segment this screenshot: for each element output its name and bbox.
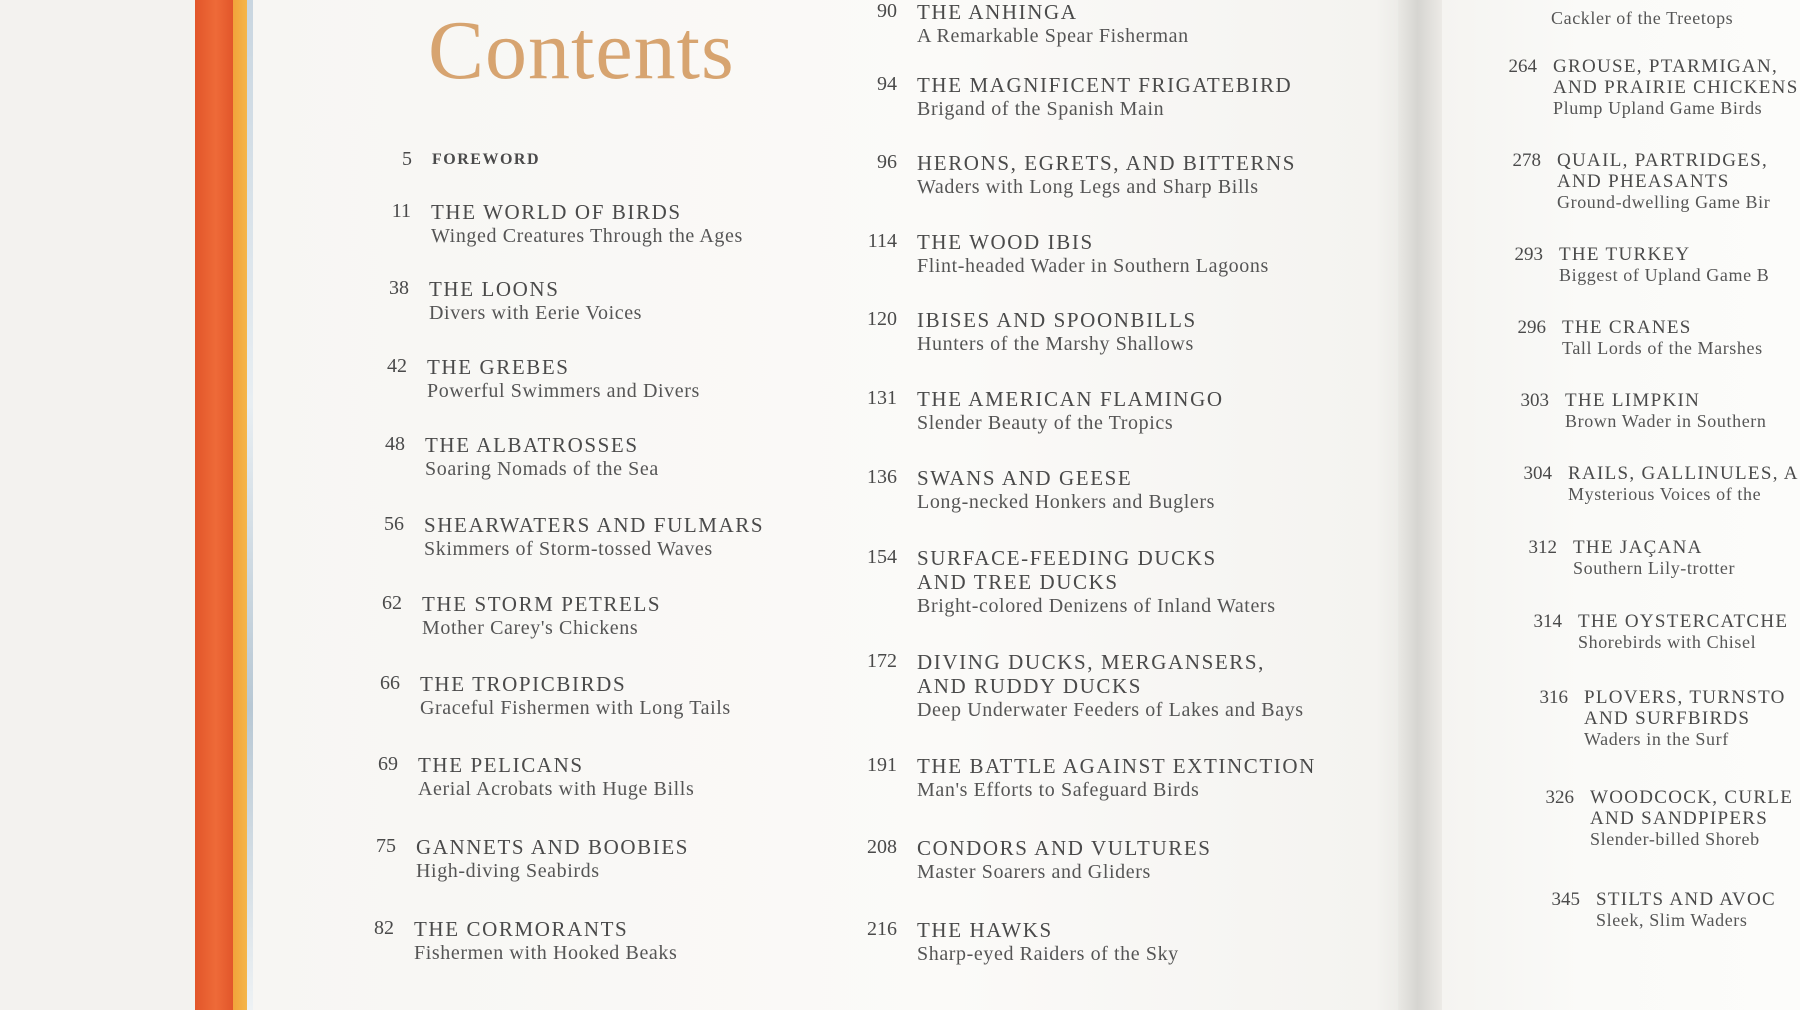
toc-entry-subtitle: Sleek, Slim Waders bbox=[1596, 910, 1748, 930]
toc-page-number: 293 bbox=[1514, 244, 1543, 265]
toc-page-number: 94 bbox=[877, 73, 897, 95]
toc-entry-subtitle: Graceful Fishermen with Long Tails bbox=[420, 697, 731, 719]
toc-page-number: 131 bbox=[867, 387, 897, 409]
toc-page-number: 5 bbox=[402, 148, 412, 170]
toc-entry bbox=[376, 835, 690, 883]
toc-entry-subtitle: Flint-headed Wader in Southern Lagoons bbox=[917, 255, 1269, 277]
toc-entry bbox=[1539, 687, 1786, 750]
toc-entry bbox=[867, 308, 1197, 356]
toc-entry bbox=[402, 148, 540, 172]
toc-entry bbox=[1551, 889, 1776, 931]
toc-entry-subtitle: Slender-billed Shoreb bbox=[1590, 829, 1760, 849]
toc-entry bbox=[378, 753, 695, 801]
toc-page-number: 120 bbox=[867, 308, 897, 330]
toc-entry-subtitle: Sharp-eyed Raiders of the Sky bbox=[917, 943, 1179, 965]
toc-entry-subtitle: Master Soarers and Gliders bbox=[917, 861, 1151, 883]
toc-entry-subtitle: Slender Beauty of the Tropics bbox=[917, 412, 1174, 434]
toc-page-number: 114 bbox=[867, 230, 897, 252]
toc-entry-title: SWANS AND GEESE bbox=[917, 466, 1133, 490]
toc-entry-subtitle: Hunters of the Marshy Shallows bbox=[917, 333, 1194, 355]
toc-page-number: 314 bbox=[1533, 611, 1562, 632]
toc-entry-title-continued: AND PRAIRIE CHICKENS bbox=[1553, 77, 1799, 98]
toc-entry-subtitle: Waders with Long Legs and Sharp Bills bbox=[917, 176, 1259, 198]
toc-entry-title: THE WOOD IBIS bbox=[917, 230, 1094, 254]
toc-entry bbox=[1517, 317, 1763, 359]
toc-entry-subtitle: Man's Efforts to Safeguard Birds bbox=[917, 779, 1200, 801]
toc-page-number: 172 bbox=[867, 650, 897, 672]
toc-entry bbox=[867, 466, 1215, 514]
toc-entry-subtitle: Aerial Acrobats with Huge Bills bbox=[418, 778, 695, 800]
toc-entry-title: GANNETS AND BOOBIES bbox=[416, 835, 690, 859]
toc-entry-title: THE ALBATROSSES bbox=[425, 433, 639, 457]
toc-entry-title-continued: AND RUDDY DUCKS bbox=[917, 674, 1143, 698]
toc-entry-title: THE CRANES bbox=[1562, 317, 1692, 338]
toc-page-number: 69 bbox=[378, 753, 398, 775]
toc-page-number: 216 bbox=[867, 918, 897, 940]
toc-entry-title-continued: AND SANDPIPERS bbox=[1590, 808, 1769, 829]
toc-entry-title: THE STORM PETRELS bbox=[422, 592, 662, 616]
toc-entry bbox=[1512, 150, 1771, 213]
book-cover-inner-edge bbox=[233, 0, 247, 1010]
toc-entry bbox=[384, 513, 765, 561]
toc-page-number: 136 bbox=[867, 466, 897, 488]
toc-page-number: 303 bbox=[1520, 390, 1549, 411]
toc-entry-title: HERONS, EGRETS, AND BITTERNS bbox=[917, 151, 1297, 175]
toc-entry bbox=[389, 277, 643, 325]
toc-entry-title: THE GREBES bbox=[427, 355, 570, 379]
toc-entry bbox=[1514, 244, 1770, 286]
toc-entry-title: THE LIMPKIN bbox=[1565, 390, 1701, 411]
toc-entry bbox=[382, 592, 662, 640]
toc-entry-title: IBISES AND SPOONBILLS bbox=[917, 308, 1197, 332]
toc-entry-subtitle: A Remarkable Spear Fisherman bbox=[917, 25, 1189, 47]
toc-entry bbox=[385, 433, 659, 481]
toc-entry-title: DIVING DUCKS, MERGANSERS, bbox=[917, 650, 1266, 674]
toc-entry bbox=[1528, 537, 1736, 579]
toc-page-number: 326 bbox=[1545, 787, 1574, 808]
toc-entry-title: PLOVERS, TURNSTO bbox=[1584, 687, 1786, 708]
toc-entry-subtitle: Brigand of the Spanish Main bbox=[917, 98, 1165, 120]
toc-entry bbox=[867, 836, 1212, 884]
toc-entry-subtitle: Cackler of the Treetops bbox=[1551, 8, 1734, 28]
toc-page-number: 154 bbox=[867, 546, 897, 568]
toc-entry-subtitle: Ground-dwelling Game Bir bbox=[1557, 192, 1771, 212]
toc-entry-subtitle: Mysterious Voices of the bbox=[1568, 484, 1762, 504]
page-gutter bbox=[1398, 0, 1442, 1010]
toc-entry-title: STILTS AND AVOC bbox=[1596, 889, 1776, 910]
toc-entry-title: THE HAWKS bbox=[917, 918, 1053, 942]
toc-entry bbox=[1533, 611, 1789, 653]
toc-entry-subtitle: Plump Upland Game Birds bbox=[1553, 98, 1763, 118]
toc-entry-title: THE PELICANS bbox=[418, 753, 584, 777]
toc-entry-title: QUAIL, PARTRIDGES, bbox=[1557, 150, 1769, 171]
toc-entry-title: CONDORS AND VULTURES bbox=[917, 836, 1212, 860]
toc-entry bbox=[1520, 390, 1767, 432]
toc-entry bbox=[867, 546, 1276, 618]
toc-entry-title: SHEARWATERS AND FULMARS bbox=[424, 513, 765, 537]
toc-entry bbox=[374, 917, 678, 965]
toc-entry-subtitle: Brown Wader in Southern bbox=[1565, 411, 1767, 431]
toc-entry-subtitle: Long-necked Honkers and Buglers bbox=[917, 491, 1215, 513]
toc-entry-title: THE TROPICBIRDS bbox=[420, 672, 627, 696]
toc-page-number: 96 bbox=[877, 151, 897, 173]
toc-entry-subtitle: Winged Creatures Through the Ages bbox=[431, 225, 743, 247]
toc-entry bbox=[867, 387, 1224, 435]
toc-entry-subtitle: High-diving Seabirds bbox=[416, 860, 600, 882]
toc-entry-title: THE OYSTERCATCHE bbox=[1578, 611, 1789, 632]
toc-entry-title: THE LOONS bbox=[429, 277, 560, 301]
toc-entry-subtitle: Divers with Eerie Voices bbox=[429, 302, 643, 324]
toc-page-number: 75 bbox=[376, 835, 396, 857]
toc-entry bbox=[387, 355, 700, 403]
toc-entry bbox=[867, 650, 1304, 722]
toc-entry bbox=[867, 230, 1269, 278]
book-cover-edge bbox=[195, 0, 233, 1010]
toc-entry bbox=[391, 200, 743, 248]
toc-entry bbox=[1545, 787, 1794, 850]
toc-page-number: 48 bbox=[385, 433, 405, 455]
toc-page-number: 62 bbox=[382, 592, 402, 614]
toc-entry-title: THE CORMORANTS bbox=[414, 917, 629, 941]
toc-entry bbox=[867, 918, 1179, 966]
toc-page-number: 345 bbox=[1551, 889, 1580, 910]
toc-page-number: 264 bbox=[1508, 56, 1537, 77]
toc-entry-subtitle: Soaring Nomads of the Sea bbox=[425, 458, 659, 480]
toc-page-number: 312 bbox=[1528, 537, 1557, 558]
toc-entry-title: THE MAGNIFICENT FRIGATEBIRD bbox=[917, 73, 1293, 97]
toc-entry-title: THE BATTLE AGAINST EXTINCTION bbox=[917, 754, 1316, 778]
toc-page-number: 56 bbox=[384, 513, 404, 535]
toc-entry bbox=[380, 672, 731, 720]
toc-entry-title: THE AMERICAN FLAMINGO bbox=[917, 387, 1224, 411]
toc-page-number: 304 bbox=[1523, 463, 1552, 484]
toc-page-number: 66 bbox=[380, 672, 400, 694]
toc-entry-subtitle: Tall Lords of the Marshes bbox=[1562, 338, 1763, 358]
page-title: Contents bbox=[428, 4, 735, 97]
toc-entry-title: SURFACE-FEEDING DUCKS bbox=[917, 546, 1217, 570]
toc-entry bbox=[1508, 56, 1799, 119]
toc-entry bbox=[1523, 463, 1799, 505]
toc-page-number: 90 bbox=[877, 0, 897, 22]
toc-entry-subtitle: Powerful Swimmers and Divers bbox=[427, 380, 700, 402]
toc-entry-subtitle: Biggest of Upland Game B bbox=[1559, 265, 1770, 285]
toc-entry-subtitle: Mother Carey's Chickens bbox=[422, 617, 639, 639]
toc-entry bbox=[1551, 8, 1733, 29]
toc-entry-title: THE WORLD OF BIRDS bbox=[431, 200, 682, 224]
toc-entry-title: GROUSE, PTARMIGAN, bbox=[1553, 56, 1779, 77]
toc-entry bbox=[867, 754, 1316, 802]
toc-entry-title-continued: AND SURFBIRDS bbox=[1584, 708, 1751, 729]
toc-entry-title: THE TURKEY bbox=[1559, 244, 1691, 265]
toc-page-number: 278 bbox=[1512, 150, 1541, 171]
toc-entry-subtitle: Bright-colored Denizens of Inland Waters bbox=[917, 595, 1276, 617]
toc-page-number: 208 bbox=[867, 836, 897, 858]
toc-page-number: 191 bbox=[867, 754, 897, 776]
toc-entry-title: WOODCOCK, CURLE bbox=[1590, 787, 1794, 808]
toc-entry bbox=[877, 0, 1189, 48]
toc-page-number: 38 bbox=[389, 277, 409, 299]
toc-entry-subtitle: Fishermen with Hooked Beaks bbox=[414, 942, 678, 964]
toc-entry-subtitle: Southern Lily-trotter bbox=[1573, 558, 1736, 578]
toc-entry bbox=[877, 73, 1293, 121]
toc-entry-subtitle: Waders in the Surf bbox=[1584, 729, 1729, 749]
toc-entry-title-continued: AND TREE DUCKS bbox=[917, 570, 1119, 594]
toc-entry bbox=[877, 151, 1297, 199]
toc-page-number: 296 bbox=[1517, 317, 1546, 338]
toc-page-number: 316 bbox=[1539, 687, 1568, 708]
toc-entry-subtitle: Deep Underwater Feeders of Lakes and Bays bbox=[917, 699, 1304, 721]
toc-page-number: 42 bbox=[387, 355, 407, 377]
toc-entry-subtitle: Skimmers of Storm-tossed Waves bbox=[424, 538, 713, 560]
toc-page-number: 82 bbox=[374, 917, 394, 939]
toc-entry-title-continued: AND PHEASANTS bbox=[1557, 171, 1730, 192]
toc-entry-subtitle: Shorebirds with Chisel bbox=[1578, 632, 1757, 652]
toc-page-number: 11 bbox=[391, 200, 411, 222]
toc-entry-title: THE ANHINGA bbox=[917, 0, 1078, 24]
toc-entry-title: RAILS, GALLINULES, A bbox=[1568, 463, 1799, 484]
toc-entry-title: FOREWORD bbox=[432, 151, 540, 168]
toc-entry-title: THE JAÇANA bbox=[1573, 537, 1703, 558]
